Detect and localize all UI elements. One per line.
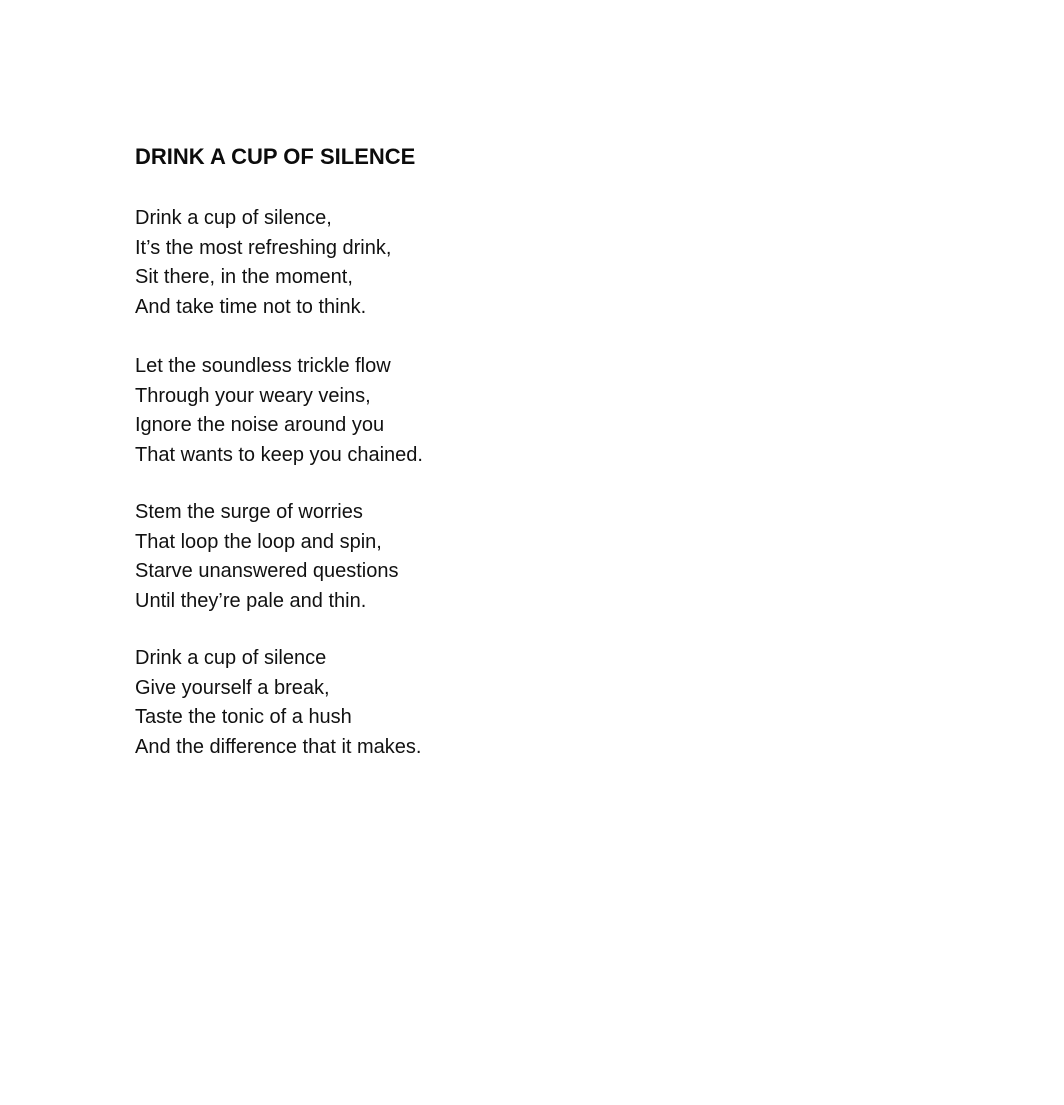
stanza-2: [135, 352, 423, 470]
poem-line: Through your weary veins,: [135, 384, 371, 407]
stanza-3: [135, 498, 399, 616]
poem-line: That wants to keep you chained.: [135, 443, 423, 466]
stanza-1: [135, 204, 391, 322]
poem: [135, 142, 835, 758]
poem-line: It’s the most refreshing drink,: [135, 236, 392, 259]
stanza-4: [135, 644, 421, 762]
poem-line: Drink a cup of silence,: [135, 207, 332, 229]
poem-line: Ignore the noise around you: [135, 414, 385, 436]
poem-line: Drink a cup of silence: [135, 647, 327, 669]
poem-line: Stem the surge of worries: [135, 501, 363, 523]
poem-line: Until they’re pale and thin.: [135, 589, 367, 612]
poem-line: Sit there, in the moment,: [135, 266, 353, 288]
poem-line: And the difference that it makes.: [135, 735, 422, 758]
poem-title: DRINK A CUP OF SILENCE: [135, 144, 416, 169]
poem-line: And take time not to think.: [135, 295, 367, 318]
poem-line: Starve unanswered questions: [135, 560, 399, 582]
poem-line: Give yourself a break,: [135, 676, 330, 699]
poem-line: That loop the loop and spin,: [135, 530, 382, 553]
poem-line: Taste the tonic of a hush: [135, 706, 352, 728]
poem-line: Let the soundless trickle flow: [135, 355, 391, 377]
